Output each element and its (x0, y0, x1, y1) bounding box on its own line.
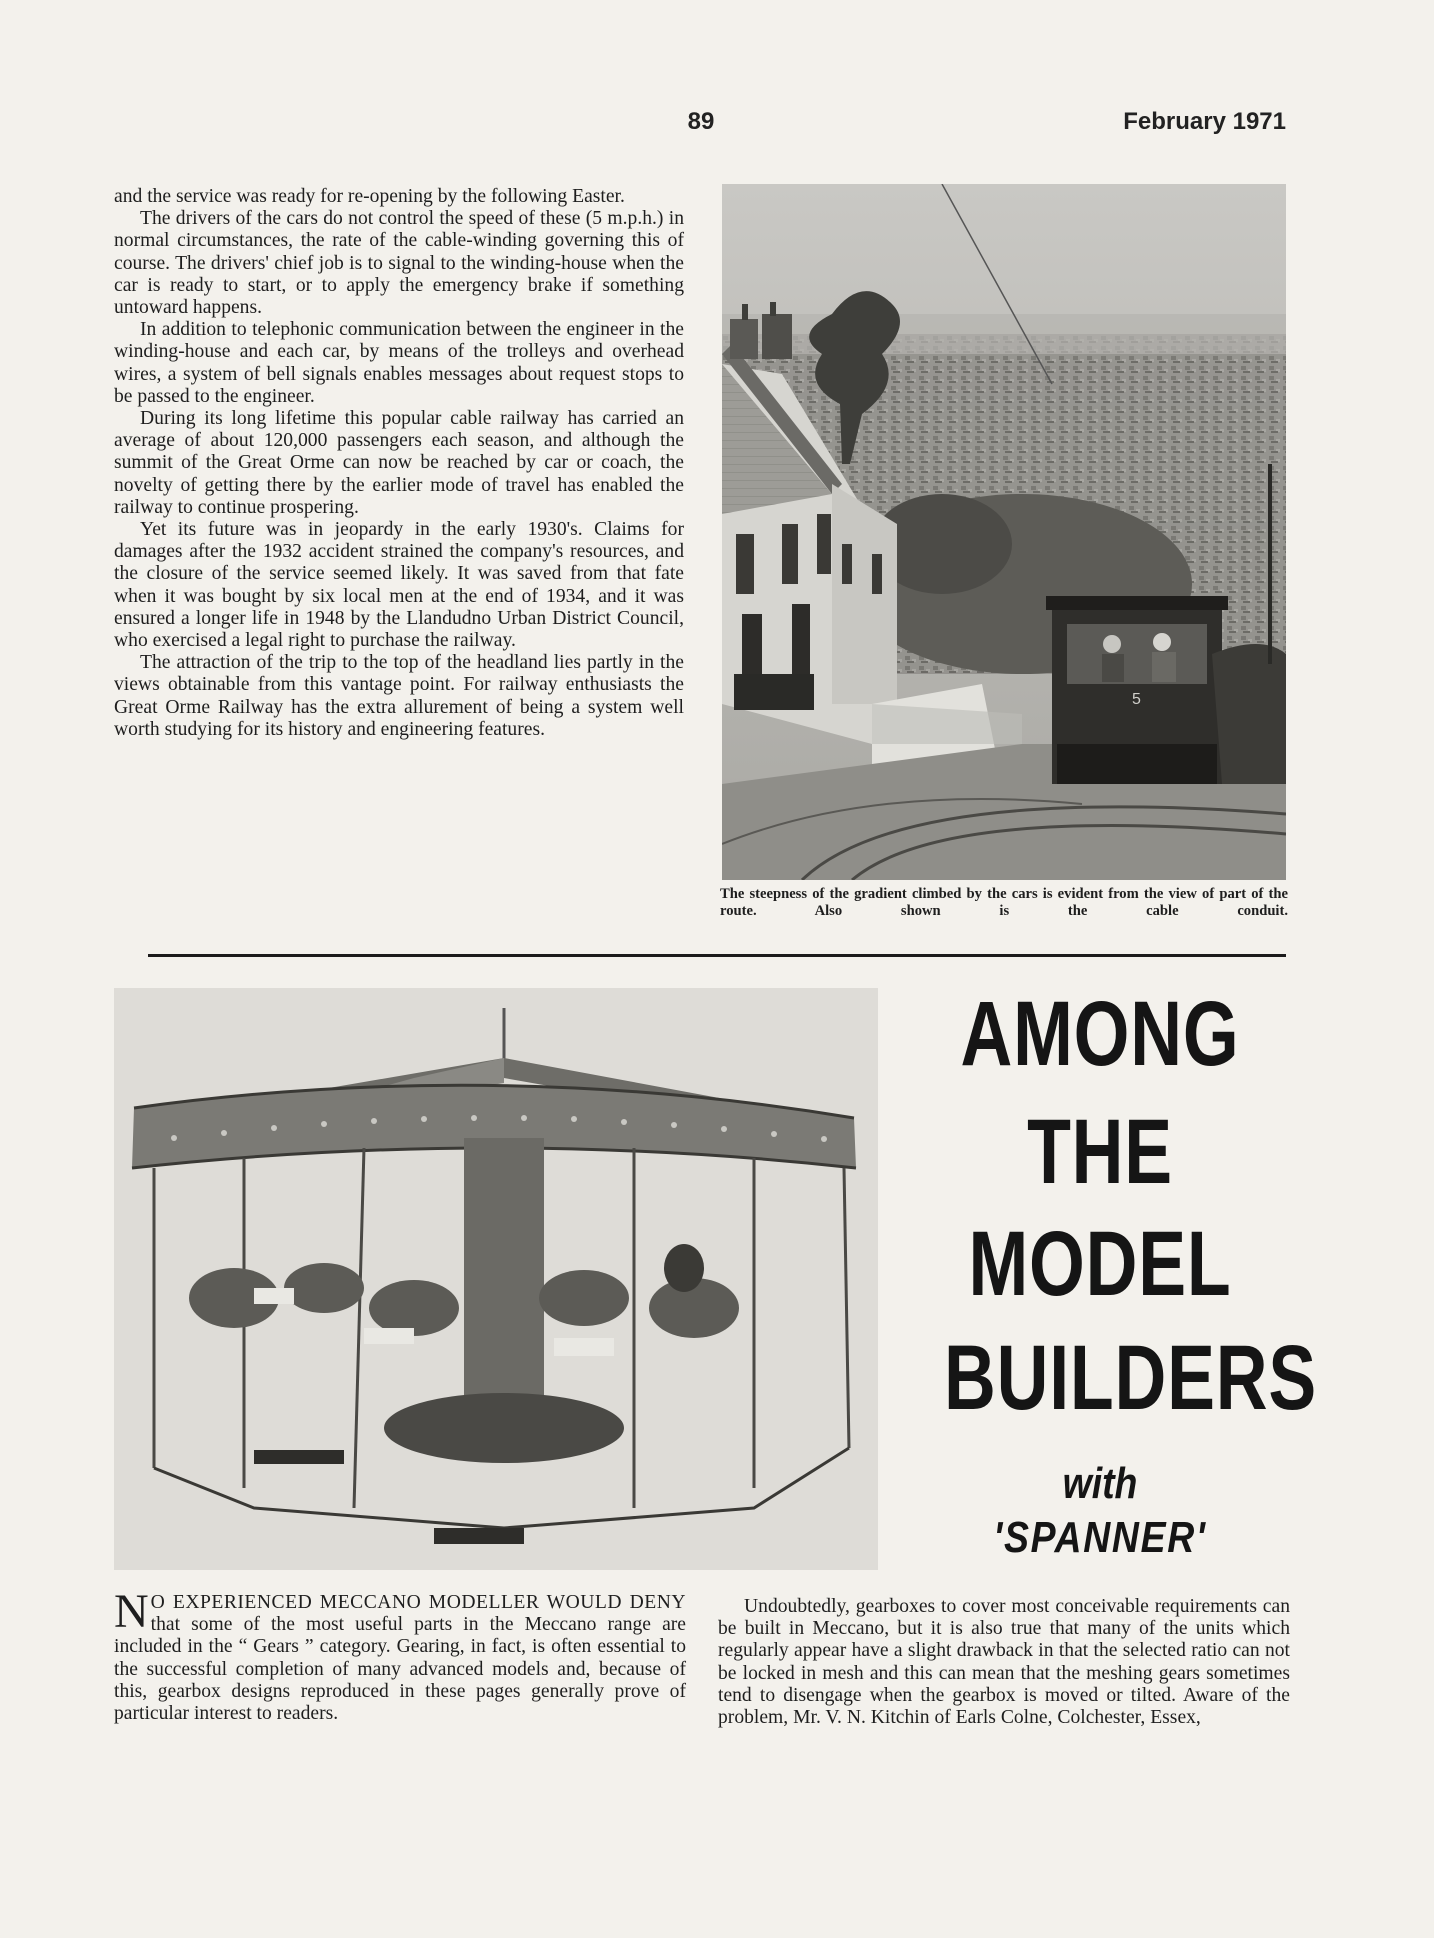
paragraph: Undoubtedly, gearboxes to cover most conceivable requirements can be built in Meccano, but it is also true that many of the units which regularly appear have a slight drawback in that the selected ratio can not be locked in mesh and this can mean that the meshing gears sometimes tend to disengage when the gearbox is moved or tilted. Aware of the problem, Mr. V. N. Kitchin of Earls Colne, Colchester, Essex, (718, 1596, 1290, 1729)
tram-photo-illustration (722, 184, 1286, 880)
paragraph: The drivers of the cars do not control the speed of these (5 m.p.h.) in normal circumstances, the rate of the cable-winding governing this of course. The drivers' chief job is to signal to the winding-house when the car is ready to start, or to apply the emergency brake if something untoward happens. (114, 208, 684, 319)
tram-car-number: 5 (1132, 691, 1141, 708)
article-intro-column (114, 1585, 686, 1725)
paragraph: In addition to telephonic communication between the engineer in the winding-house and each car, by means of the trolleys and overhead wires, a system of bell signals enables messages about request stops to be passed to the engineer. (114, 319, 684, 407)
lead-in-text: that some of the most useful parts in the Meccano range are included in the “ Gears ” category. Gearing, in fact, is often essential to the successful completion of many advanced models and, because of this, gearbox designs reproduced in these pages generally prove of particular interest to readers. (114, 1614, 686, 1725)
paragraph: Yet its future was in jeopardy in the early 1930's. Claims for damages after the 1932 accident strained the company's resources, and the closure of the service seemed likely. It was saved from that fate when it was bought by six local men at the end of 1934, and it was ensured a longer life in 1948 by the Llandudno Urban District Council, who exercised a legal right to purchase the railway. (114, 519, 684, 652)
tram-photo (722, 184, 1286, 880)
byline-with: with (1062, 1459, 1138, 1508)
headline-line: MODEL (968, 1213, 1232, 1315)
lead-in-caps: O EXPERIENCED MECCANO MODELLER WOULD DENY (150, 1592, 686, 1613)
paragraph: During its long lifetime this popular cable railway has carried an average of about 120,000 passengers each season, and although the summit of the Great Orme can now be reached by car or coach, the novelty of getting there by the earlier mode of travel has enabled the railway to continue prospering. (114, 408, 684, 518)
paragraph: The attraction of the trip to the top of the headland lies partly in the views obtainable from this vantage point. For railway enthusiasts the Great Orme Railway has the extra allurement of being a system well worth studying for its history and engineering features. (114, 652, 684, 740)
page-number: 89 (687, 108, 715, 135)
section-divider (148, 954, 1286, 957)
left-column-text (114, 186, 684, 741)
drop-cap: N (114, 1585, 149, 1638)
headline-line: BUILDERS (944, 1327, 1318, 1429)
headline-line: AMONG (960, 983, 1240, 1085)
article-right-column (718, 1596, 1290, 1729)
tram-photo-caption: The steepness of the gradient climbed by the cars is evident from the view of part of the route. Also shown is the cable conduit. (720, 886, 1288, 919)
issue-date: February 1971 (1123, 108, 1286, 135)
carousel-model-photo (114, 988, 878, 1570)
byline-author: 'SPANNER' (993, 1513, 1207, 1562)
paragraph: and the service was ready for re-opening by the following Easter. (114, 186, 625, 207)
carousel-illustration (114, 988, 878, 1570)
headline-line: THE (1027, 1101, 1173, 1203)
